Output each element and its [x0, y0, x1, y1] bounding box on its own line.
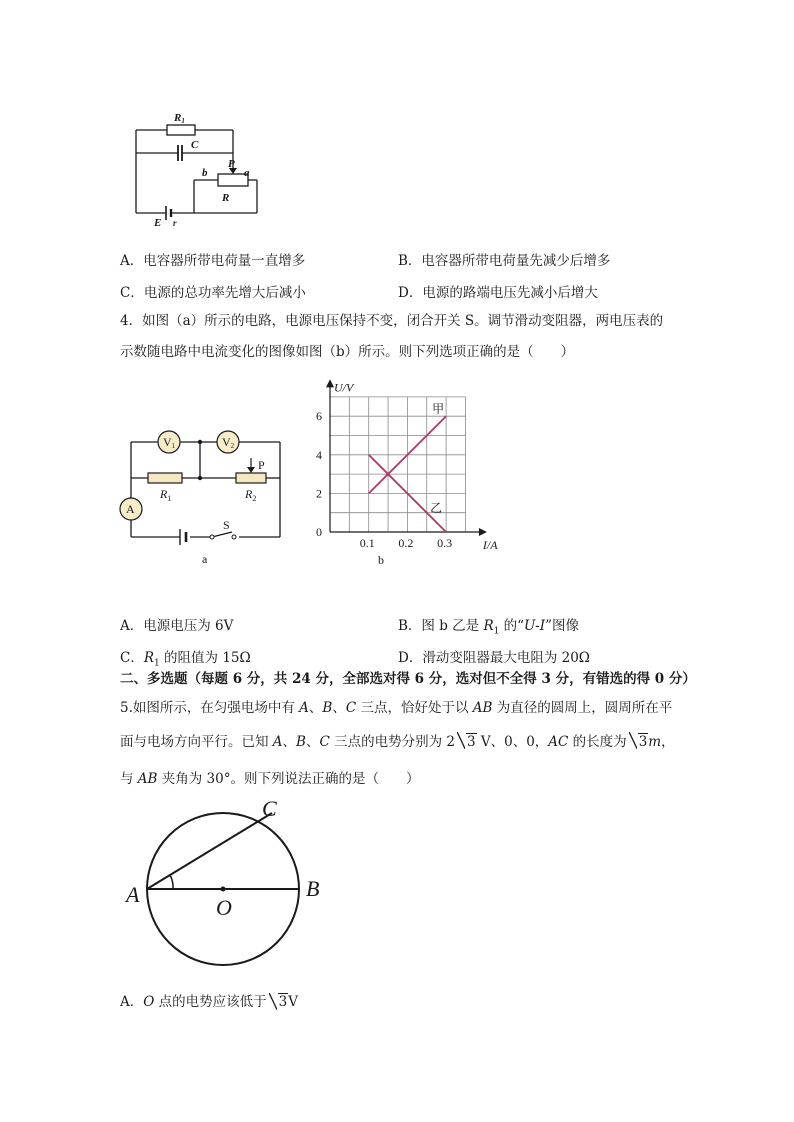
q5-label-b: B [306, 876, 320, 901]
q3-label-c: C [191, 139, 199, 151]
q5-stem-line2: 面与电场方向平行。已知 A、B、C 三点的电势分别为 2 3 V、0、0，AC 的长度为 3m， [120, 734, 675, 750]
section2-heading: 二、多选题（每题 6 分，共 24 分，全部选对得 6 分，选对但不全得 3 分，有错选的得 0 分） [120, 671, 696, 687]
x-tick-label: 0.2 [398, 536, 414, 550]
q3-label-r1: R1 [174, 112, 185, 125]
q4-circuit-figure [114, 428, 294, 568]
q4-option-a: A．电源电压为 6V [120, 618, 234, 634]
q4-label-p: P [258, 458, 265, 472]
q4-stem-line2: 示数随电路中电流变化的图像如图（b）所示。则下列选项正确的是（ ） [120, 344, 575, 360]
y-axis-arrow [326, 379, 334, 387]
q3-option-d: D．电源的路端电压先减小后增大 [398, 285, 598, 301]
q4-label-v1: V1 [163, 435, 176, 450]
q3-label-a: a [244, 167, 250, 179]
x-tick-label: 0.3 [437, 536, 453, 550]
q4-option-b: B．图 b 乙是 $R_1$ 的“U-I”图像 [398, 618, 579, 637]
q4-option-c: C．$R_1$ 的阻值为 15Ω [120, 650, 251, 669]
q3-label-b: b [202, 167, 208, 179]
q4-label-ammeter: A [126, 502, 135, 516]
q4-caption-a: a [202, 552, 208, 566]
y-tick-label: 4 [316, 447, 322, 462]
q5-circle-figure [120, 796, 340, 976]
q3-circuit-figure [124, 110, 264, 229]
q4-label-r2: $R_2$ [245, 487, 257, 503]
x-axis-label: I/A [482, 538, 498, 552]
q5-angle-arc [170, 875, 173, 889]
q3-label-p: P [228, 158, 235, 170]
q4-label-v2: V2 [222, 435, 235, 450]
q4-resistor-r2 [236, 473, 266, 483]
q5-center-dot [221, 887, 226, 892]
q3-label-r-internal: r [173, 218, 177, 228]
q5-chord-ac [147, 813, 272, 889]
y-tick-label: 2 [316, 486, 322, 501]
sqrt-symbol: 3 [629, 733, 649, 751]
series-label: 甲 [432, 402, 445, 417]
q4-option-d: D．滑动变阻器最大电阻为 20Ω [398, 650, 590, 666]
q4-slider-arrow [247, 467, 255, 473]
q3-label-r: R [222, 192, 230, 204]
q4-label-r1: $R_1$ [160, 487, 172, 503]
q4-label-switch: S [223, 518, 230, 532]
y-tick-label: 0 [316, 525, 322, 539]
sqrt-symbol: 3 [457, 733, 477, 751]
chart-caption-b: b [378, 553, 385, 567]
q5-option-a: A．O 点的电势应该低于 3V [120, 994, 298, 1010]
q4-resistor-r1 [148, 473, 182, 483]
q3-label-e: E [154, 217, 162, 229]
x-tick-label: 0.1 [359, 536, 375, 550]
sqrt-symbol: 3 [269, 994, 289, 1010]
x-axis-arrow [479, 528, 487, 536]
q5-label-c: C [262, 796, 277, 821]
q5-stem-line3: 与 AB 夹角为 30°。则下列说法正确的是（ ） [120, 771, 420, 787]
q5-label-a: A [126, 882, 140, 907]
q5-label-o: O [216, 895, 232, 920]
y-axis-label: U/V [334, 380, 354, 395]
y-tick-label: 6 [316, 409, 322, 424]
q3-option-b: B．电容器所带电荷量先减少后增多 [398, 253, 611, 269]
q3-option-a: A．电容器所带电荷量一直增多 [120, 253, 306, 269]
series-label: 乙 [430, 501, 443, 515]
q3-option-c: C．电源的总功率先增大后减小 [120, 285, 306, 301]
q4-ui-chart [300, 372, 500, 568]
q5-stem-line1: 5.如图所示，在匀强电场中有 A、B、C 三点，恰好处于以 AB 为直径的圆周上，圆周所在平 [120, 700, 673, 716]
q4-stem-line1: 4．如图（a）所示的电路，电源电压保持不变，闭合开关 S。调节滑动变阻器，两电压表的 [120, 313, 664, 329]
q3-resistor-r1 [167, 125, 195, 135]
